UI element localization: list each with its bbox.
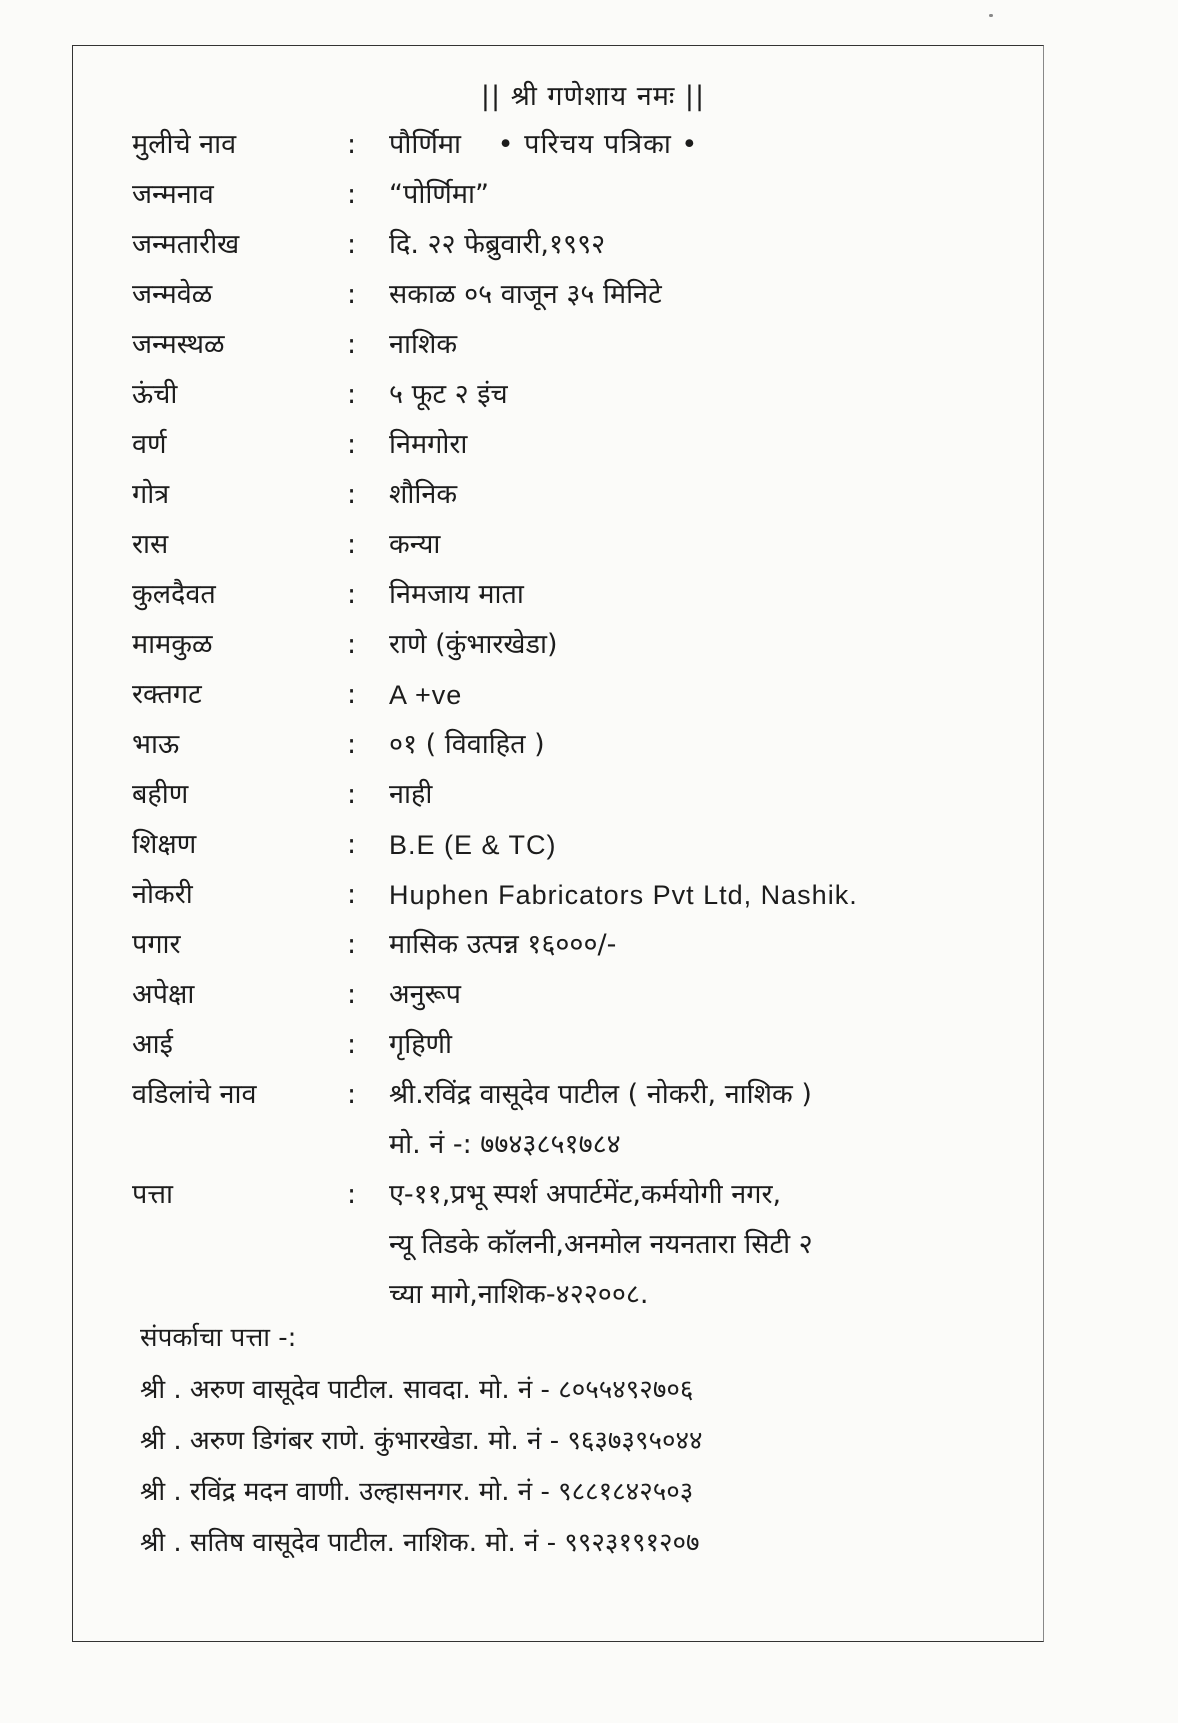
field-label: ऊंची — [132, 379, 178, 410]
address-line: च्या मागे,नाशिक-४२२००८. — [389, 1279, 649, 1310]
field-row-mamkul: मामकुळ : राणे (कुंभारखेडा) — [132, 625, 952, 675]
field-row-education: शिक्षण : B.E (E & TC) — [132, 825, 952, 875]
field-value: “पोर्णिमा” — [389, 179, 489, 210]
address-details — [389, 1175, 952, 1325]
field-label: जन्मवेळ — [132, 279, 213, 310]
field-row-address: पत्ता : ए-११,प्रभू स्पर्श अपार्टमेंट,कर्मयोगी नगर, न्यू तिडके कॉलनी,अनमोल नयनतारा सिटी २ च्या मागे,नाशिक-४२२००८. — [132, 1175, 952, 1325]
field-label: वडिलांचे नाव — [132, 1079, 257, 1110]
field-value: शौनिक — [389, 479, 458, 510]
field-value: राणे (कुंभारखेडा) — [389, 629, 558, 660]
field-label: आई — [132, 1029, 173, 1060]
field-row-salary: पगार : मासिक उत्पन्न १६०००/- — [132, 925, 952, 975]
field-row-sister: बहीण : नाही — [132, 775, 952, 825]
contact-entry: श्री . अरुण वासूदेव पाटील. सावदा. मो. नं - ८०५५४९२७०६ — [140, 1375, 694, 1405]
contacts-section — [140, 1318, 940, 1574]
field-label: शिक्षण — [132, 829, 197, 860]
field-row-blood-group: रक्तगट : A +ve — [132, 675, 952, 725]
field-label: अपेक्षा — [132, 979, 195, 1010]
field-label: मामकुळ — [132, 629, 213, 660]
field-value: पौर्णिमा — [389, 129, 461, 160]
field-row-birth-name: जन्मनाव : “पोर्णिमा” — [132, 175, 952, 225]
field-row-name: मुलीचे नाव : पौर्णिमा — [132, 125, 952, 175]
field-value: अनुरूप — [389, 979, 461, 1010]
field-value: निमजाय माता — [389, 579, 524, 610]
field-value: ०१ ( विवाहित ) — [389, 729, 545, 760]
field-value: B.E (E & TC) — [389, 830, 557, 860]
contact-entry: श्री . सतिष वासूदेव पाटील. नाशिक. मो. नं - ९९२३१९१२०७ — [140, 1528, 700, 1558]
field-row-brother: भाऊ : ०१ ( विवाहित ) — [132, 725, 952, 775]
field-label: रास — [132, 529, 169, 560]
field-row-kuldaivat: कुलदैवत : निमजाय माता — [132, 575, 952, 625]
contact-entry: श्री . रविंद्र मदन वाणी. उल्हासनगर. मो. नं - ९८८१८४२५०३ — [140, 1477, 694, 1507]
field-value: ५ फूट २ इंच — [389, 379, 508, 410]
field-label: भाऊ — [132, 729, 180, 760]
biodata-fields — [132, 125, 952, 1325]
field-label: पत्ता — [132, 1179, 173, 1210]
invocation-line: || श्री गणेशाय नमः || — [480, 81, 706, 112]
field-label: नोकरी — [132, 879, 193, 910]
field-value: गृहिणी — [389, 1029, 453, 1060]
contacts-title: संपर्काचा पत्ता -: — [140, 1323, 297, 1353]
field-value: कन्या — [389, 529, 441, 560]
field-row-height: ऊंची : ५ फूट २ इंच — [132, 375, 952, 425]
field-value: Huphen Fabricators Pvt Ltd, Nashik. — [389, 880, 858, 910]
field-value: निमगोरा — [389, 429, 468, 460]
field-row-father: वडिलांचे नाव : श्री.रविंद्र वासूदेव पाटील ( नोकरी, नाशिक ) मो. नं -: ७७४३८५१७८४ — [132, 1075, 952, 1175]
field-value: नाशिक — [389, 329, 458, 360]
field-row-expectation: अपेक्षा : अनुरूप — [132, 975, 952, 1025]
field-label: जन्मतारीख — [132, 229, 240, 260]
field-value: नाही — [389, 779, 433, 810]
field-label: रक्तगट — [132, 679, 202, 710]
field-label: पगार — [132, 929, 181, 960]
address-line: न्यू तिडके कॉलनी,अनमोल नयनतारा सिटी २ — [389, 1229, 813, 1260]
field-label: मुलीचे नाव — [132, 129, 237, 160]
father-name: श्री.रविंद्र वासूदेव पाटील ( नोकरी, नाशिक ) — [389, 1079, 812, 1110]
father-details — [389, 1075, 952, 1175]
field-value: मासिक उत्पन्न १६०००/- — [389, 929, 617, 960]
field-value: सकाळ ०५ वाजून ३५ मिनिटे — [389, 279, 662, 310]
paper-speck — [989, 14, 993, 17]
field-row-job: नोकरी : Huphen Fabricators Pvt Ltd, Nashik. — [132, 875, 952, 925]
field-row-mother: आई : गृहिणी — [132, 1025, 952, 1075]
contact-entry: श्री . अरुण डिगंबर राणे. कुंभारखेडा. मो. नं - ९६३७३९५०४४ — [140, 1426, 703, 1456]
field-row-birth-place: जन्मस्थळ : नाशिक — [132, 325, 952, 375]
address-line: ए-११,प्रभू स्पर्श अपार्टमेंट,कर्मयोगी नगर, — [389, 1179, 782, 1210]
field-value: दि. २२ फेब्रुवारी,१९९२ — [389, 229, 606, 260]
field-value: A +ve — [389, 680, 463, 710]
field-label: बहीण — [132, 779, 189, 810]
field-label: गोत्र — [132, 479, 170, 510]
field-row-complexion: वर्ण : निमगोरा — [132, 425, 952, 475]
field-row-birth-date: जन्मतारीख : दि. २२ फेब्रुवारी,१९९२ — [132, 225, 952, 275]
field-row-birth-time: जन्मवेळ : सकाळ ०५ वाजून ३५ मिनिटे — [132, 275, 952, 325]
field-row-gotra: गोत्र : शौनिक — [132, 475, 952, 525]
field-label: वर्ण — [132, 429, 167, 460]
father-phone: मो. नं -: ७७४३८५१७८४ — [389, 1129, 621, 1160]
field-label: जन्मनाव — [132, 179, 214, 210]
field-row-rashi: रास : कन्या — [132, 525, 952, 575]
field-label: जन्मस्थळ — [132, 329, 225, 360]
document-heading: • परिचय पत्रिका • — [497, 129, 699, 160]
field-label: कुलदैवत — [132, 579, 216, 610]
